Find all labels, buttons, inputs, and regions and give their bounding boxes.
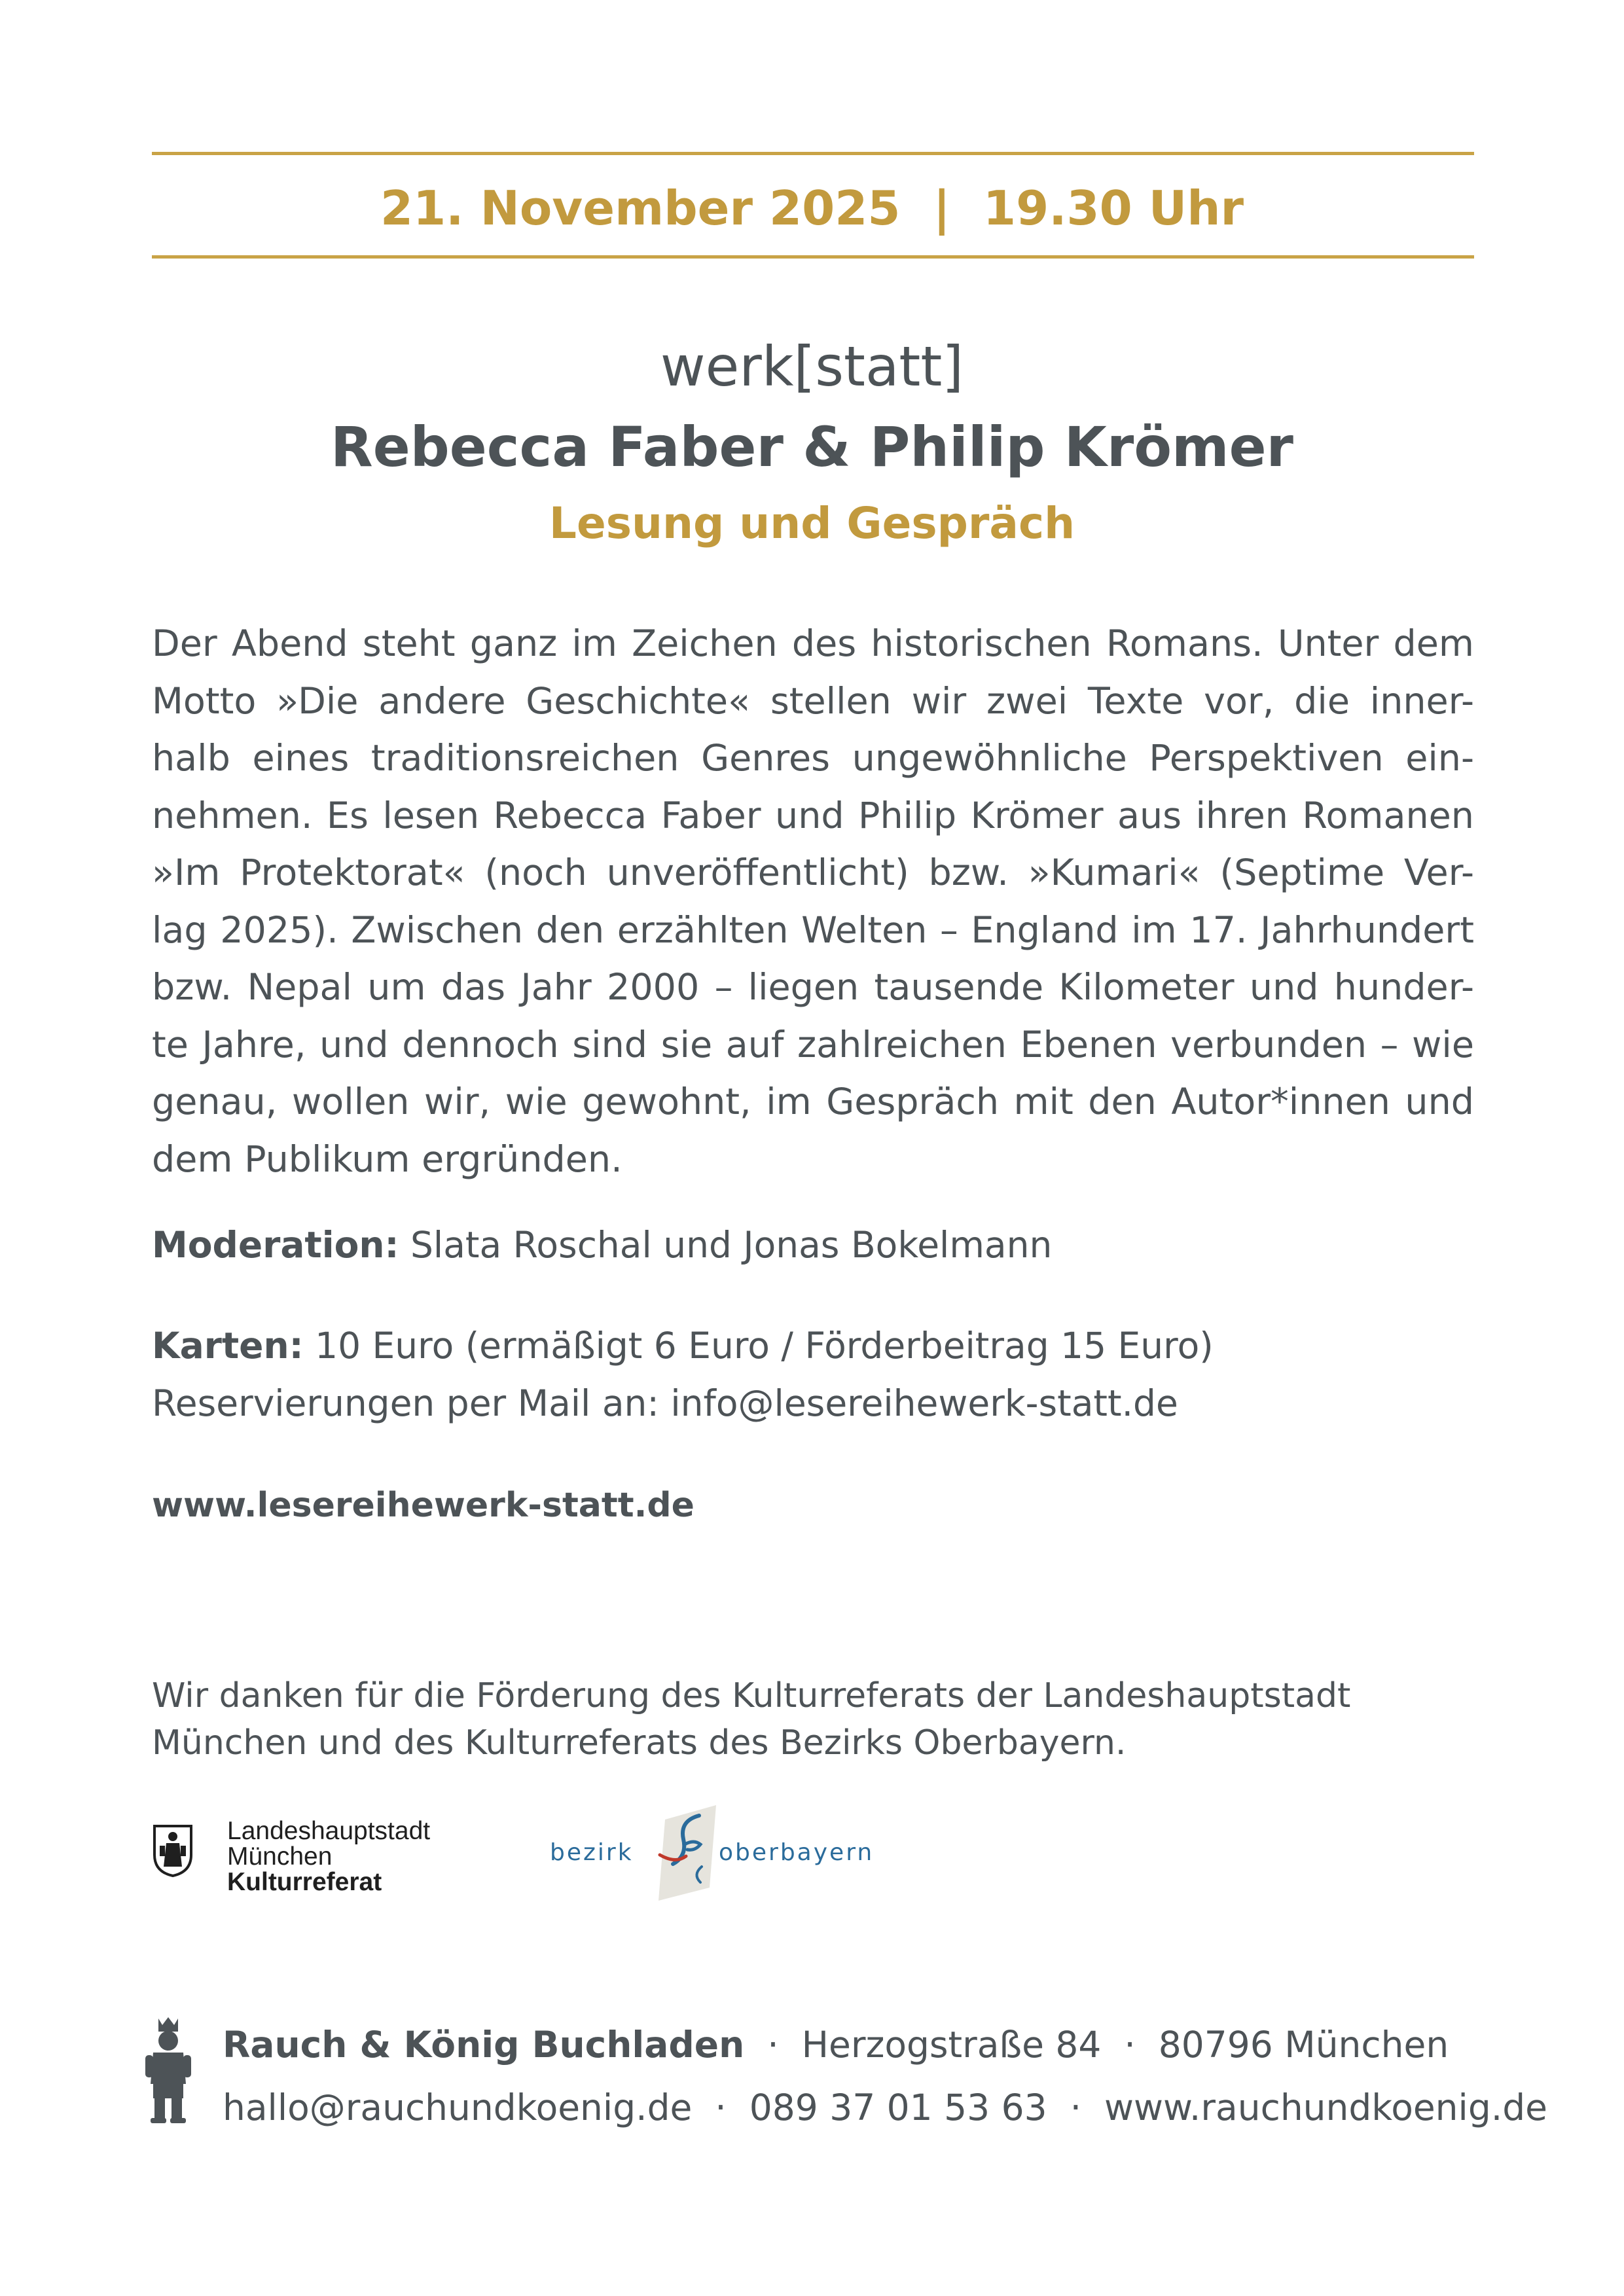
- venue-address: · Herzogstraße 84 · 80796 München: [744, 2024, 1449, 2066]
- top-rule: [152, 152, 1474, 155]
- reservation-info: Reservierungen per Mail an: info@lesereihewerk-statt.de: [152, 1382, 1178, 1424]
- footer-address: [223, 2017, 1449, 2072]
- moderation-value: Slata Roschal und Jonas Bokelmann: [399, 1224, 1053, 1266]
- tickets-info: [152, 1317, 1214, 1374]
- series-title: werk[statt]: [660, 334, 964, 399]
- munich-logo-line: Landeshauptstadt: [227, 1817, 431, 1845]
- description-line: Motto »Die andere Geschichte« stellen wir zwei Texte vor, die inner-: [152, 679, 1474, 723]
- munich-kulturreferat-logo: [152, 1818, 610, 1910]
- munich-logo-line-bold: Kulturreferat: [227, 1868, 382, 1896]
- description-line: genau, wollen wir, wie gewohnt, im Gespräch mit den Autor*innen und: [152, 1081, 1474, 1123]
- sponsor-thanks: [152, 1672, 1350, 1767]
- bezirk-oberbayern-mark-icon: [653, 1801, 721, 1906]
- tickets-label: Karten:: [152, 1325, 304, 1367]
- bezirk-logo-right: oberbayern: [719, 1839, 875, 1866]
- moderation-label: Moderation:: [152, 1224, 399, 1266]
- venue-name: Rauch & König Buchladen: [223, 2024, 745, 2066]
- description-line: lag 2025). Zwischen den erzählten Welten – England im 17. Jahrhundert: [152, 908, 1474, 952]
- king-figure-icon: [144, 2016, 192, 2124]
- footer-contact[interactable]: hallo@rauchundkoenig.de · 089 37 01 53 63 · www.rauchundkoenig.de: [223, 2087, 1547, 2128]
- description-line: bzw. Nepal um das Jahr 2000 – liegen tausende Kilometer und hunder-: [152, 966, 1474, 1009]
- description-line: halb eines traditionsreichen Genres ungewöhnliche Perspektiven ein-: [152, 737, 1474, 780]
- event-description: [152, 615, 1474, 1188]
- bezirk-oberbayern-logo: [550, 1801, 890, 1906]
- tickets-value: 10 Euro (ermäßigt 6 Euro / Förderbeitrag 15 Euro): [303, 1325, 1214, 1367]
- event-date-time: 21. November 2025 | 19.30 Uhr: [380, 181, 1244, 236]
- series-website-link[interactable]: www.lesereihewerk-statt.de: [152, 1486, 695, 1525]
- description-line: te Jahre, und dennoch sind sie auf zahlreichen Ebenen verbunden – wie: [152, 1023, 1474, 1066]
- munich-logo-line: München: [227, 1842, 333, 1871]
- header-bottom-rule: [152, 255, 1474, 259]
- description-line: Der Abend steht ganz im Zeichen des historischen Romans. Unter dem: [152, 622, 1474, 665]
- authors-title: Rebecca Faber & Philip Krömer: [331, 415, 1293, 479]
- moderation-info: [152, 1216, 1052, 1274]
- bezirk-logo-left: bezirk: [550, 1839, 634, 1866]
- description-line: »Im Protektorat« (noch unveröffentlicht) bzw. »Kumari« (Septime Ver-: [152, 852, 1474, 894]
- description-line: dem Publikum ergründen.: [152, 1138, 623, 1181]
- description-line: nehmen. Es lesen Rebecca Faber und Philip Krömer aus ihren Romanen: [152, 794, 1474, 837]
- event-subtitle: Lesung und Gespräch: [549, 498, 1075, 548]
- thanks-line: Wir danken für die Förderung des Kulturreferats der Landeshauptstadt: [152, 1676, 1351, 1715]
- thanks-line: München und des Kulturreferats des Bezirks Oberbayern.: [152, 1723, 1127, 1763]
- munich-crest-icon: [152, 1823, 194, 1877]
